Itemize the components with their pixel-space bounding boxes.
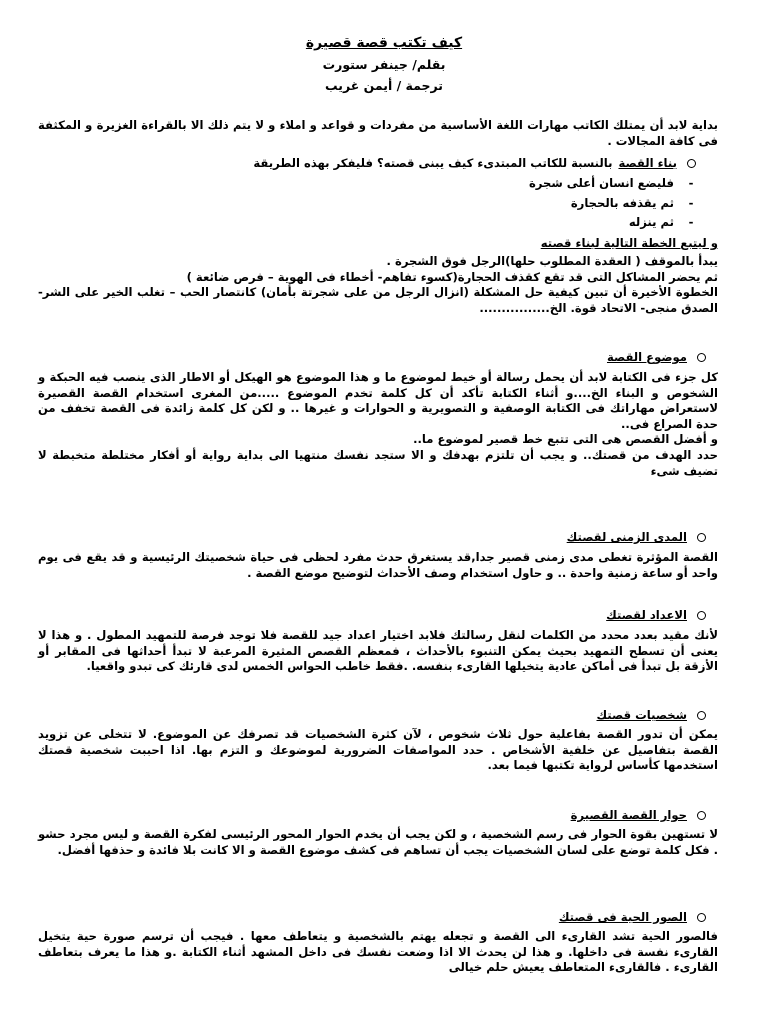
section-body <box>38 929 718 976</box>
circle-bullet-icon <box>697 711 706 720</box>
section-heading-row <box>56 910 706 926</box>
building-lead: بالنسبة للكاتب المبتدىء كيف يبنى قصته؟ فليفكر بهذه الطريقة <box>253 156 613 170</box>
section-heading: شخصيات قصتك <box>596 708 687 722</box>
circle-bullet-icon <box>697 811 706 820</box>
section-heading-row <box>56 808 706 824</box>
dash-bullet-icon: - <box>688 196 694 210</box>
circle-bullet-icon <box>697 353 706 362</box>
list-item <box>96 215 696 231</box>
section-body <box>38 827 718 858</box>
section-heading-row <box>56 350 706 366</box>
section-heading: المدى الزمنى لقصتك <box>566 530 687 544</box>
plan-heading: و ليتبع الخطة التالية لبناء قصته <box>540 236 718 250</box>
circle-bullet-icon <box>697 611 706 620</box>
list-item-text: ثم ينزله <box>628 215 674 229</box>
section-heading: الصور الحية فى قصتك <box>558 910 687 924</box>
building-heading-row <box>46 156 696 172</box>
plan-step: ثم يحضر المشاكل التى قد تقع كقذف الحجارة(كسوء تفاهم- أخطاء فى الهوية – فرص ضائعة ) <box>186 269 718 284</box>
section-body <box>38 370 718 479</box>
section-heading-row <box>56 608 706 624</box>
section-body <box>38 628 718 675</box>
list-item-text: ثم يقذفه بالحجارة <box>570 196 674 210</box>
section-paragraph: القصة المؤثرة تغطى مدى زمنى قصير جدا,قد يستغرق حدث مفرد لحظى فى حياة شخصيتك الرئيسية و قد يقع فى يوم واحد أو ساعة زمنية واحدة .. و حاول استخدام وصف الأحداث لتوضيح موضع القصة . <box>38 550 718 580</box>
section-paragraph: لأنك مقيد بعدد محدد من الكلمات لنقل رسالتك فلابد اختيار اعداد جيد للقصة فلا توجد فرصة للتمهيد المطول . و هذا لا يعنى أن تسطح التمهيد بحيث يمكن التنبوء بالأحداث ، فمعظم القصص المثيرة المرعبة لا تبدأ أحداثها فى المقابر أو الأزقة بل تبدأ فى أماكن عادية يتخيلها القارىء بنفسه. .فقط خاطب الحواس الخمس لدى قارئك كى تبدو واقعيا. <box>38 628 718 674</box>
plan-step: الخطوة الأخيرة أن تبين كيفية حل المشكلة (انزال الرجل من على شجرتة بأمان) كانتصار الحب – تغلب الخير على الشر- الصدق منجى- الاتحاد قوة. الخ................ <box>38 285 718 315</box>
section-heading-row <box>56 530 706 546</box>
circle-bullet-icon <box>687 159 696 168</box>
circle-bullet-icon <box>697 533 706 542</box>
intro-paragraph <box>38 118 718 149</box>
plan-step: يبدأ بالموقف ( العقدة المطلوب حلها)الرجل فوق الشجرة . <box>386 254 718 268</box>
section-paragraph: يمكن أن تدور القصة بفاعلية حول ثلاث شخوص ، لآن كثرة الشخصيات قد تصرفك عن الموضوع. لا تتخلى عن تزويد القصة بتفاصيل عن خلفية الأشخاص . حدد المواصفات الضرورية لموضوعك و التزم بها. اذا احببت شخصية قصتك استخدمها كأساس لرواية تكتبها فيما بعد. <box>38 727 718 773</box>
section-paragraph: لا تستهين بقوة الحوار فى رسم الشخصية ، و لكن يجب أن يخدم الحوار المحور الرئيسى لفكرة القصة و ليس مجرد حشو . فكل كلمة توضع على لسان الشخصيات يجب أن تساهم فى كشف موضوع القصة و الا كانت بلا فائدة و حذفها أفضل. <box>38 827 718 857</box>
section-body <box>38 550 718 581</box>
translator-line: ترجمة / أيمن غريب <box>325 78 443 93</box>
circle-bullet-icon <box>697 913 706 922</box>
section-paragraph: و أفضل القصص هى التى تتبع خط قصير لموضوع ما.. <box>413 432 718 447</box>
section-paragraph: كل جزء فى الكتابة لابد أن يحمل رسالة أو خيط لموضوع ما و هذا الموضوع هو الهيكل أو الاطار الذى ينصب فيه الحبكة و الشخوص و البناء الخ....و أثناء الكتابة تأكد أن كل كلمة تخدم الموضوع .....من المغرى استخدام القصة القصيرة لاستعراض مهاراتك فى الكتابة الوصفية و التصويرية و الحوارات و غيرها .. و لكن كل كلمة زائدة فى القصة تخفف من حدة الصراع فى.. <box>38 370 718 431</box>
plan-steps <box>38 254 718 316</box>
list-item <box>96 196 696 212</box>
section-heading: الاعداد لقصتك <box>606 608 687 622</box>
section-paragraph: حدد الهدف من قصتك.. و يجب أن تلتزم بهدفك و الا ستجد نفسك منتهيا الى بداية رواية أو أفكار مختلطة متخبطة لا تضيف شىء <box>38 447 718 478</box>
section-paragraph: فالصور الحية تشد القارىء الى القصة و تجعله يهتم بالشخصية و يتعاطف معها . فيجب أن ترسم صورة حية يتخيل القارىء نفسة فى داخلها. و هذا لن يحدث الا اذا وضعت نفسك فى داخل المشهد أثناء الكتابة .و هذا ما يعرف بتعاطف القارىء . فالقارىء المتعاطف يعيش حلم خيالى <box>38 929 718 975</box>
dash-bullet-icon: - <box>688 215 694 229</box>
section-heading: حوار القصة القصيرة <box>570 808 687 822</box>
list-item <box>96 176 696 192</box>
dash-bullet-icon: - <box>688 176 694 190</box>
list-item-text: فليضع انسان أعلى شجرة <box>528 176 674 190</box>
document-title: كيف تكتب قصة قصيرة <box>305 35 463 51</box>
section-heading-row <box>56 708 706 724</box>
section-heading: موضوع القصة <box>606 350 687 364</box>
building-heading: بناء القصة <box>618 156 677 170</box>
intro-text: بداية لابد أن يمتلك الكاتب مهارات اللغة الأساسية من مفردات و قواعد و املاء و لا يتم ذلك الا بالقراءة الغزيرة و المكثفة فى كافة المجالات . <box>38 118 718 148</box>
section-body <box>38 727 718 774</box>
author-line: بقلم/ جينفر ستورت <box>322 57 446 72</box>
